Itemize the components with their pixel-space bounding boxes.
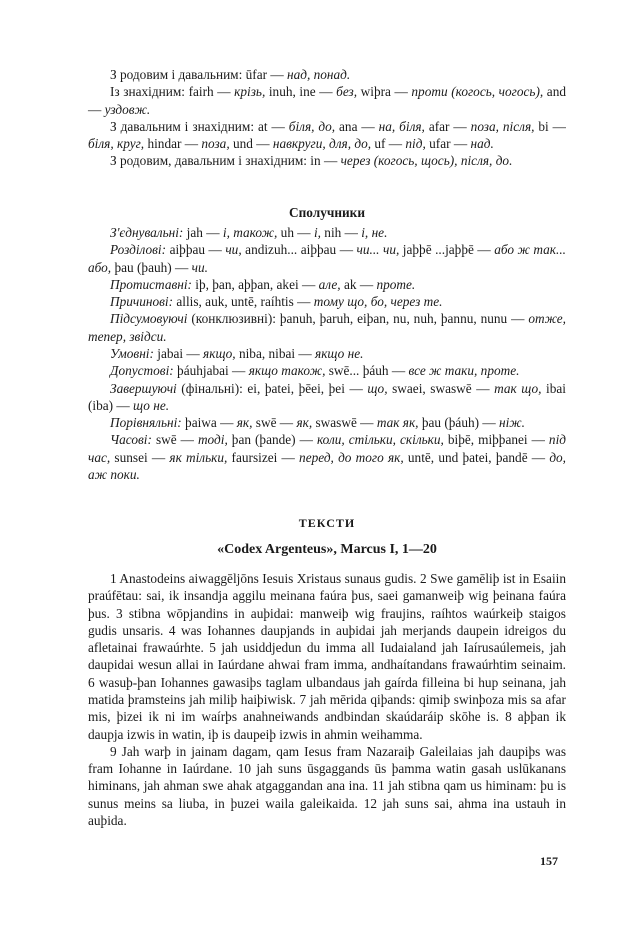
italic-run: біля, круг,: [88, 136, 145, 152]
entry-paragraph: [88, 83, 566, 118]
entry-paragraph: [88, 224, 566, 241]
italic-run: Часові:: [110, 432, 152, 448]
italic-run: Підсумовуючі: [110, 311, 188, 327]
italic-run: поза,: [201, 136, 230, 152]
text-run: uh —: [277, 225, 314, 240]
gothic-text-block: [88, 570, 566, 829]
italic-run: якщо не.: [315, 345, 364, 361]
text-run: þau (þauh) —: [111, 259, 192, 275]
text-run: З давальним і знахідним: at —: [110, 118, 289, 134]
text-run: swē —: [151, 432, 198, 448]
text-run: aiþþau —: [166, 242, 226, 258]
italic-run: проте.: [376, 276, 416, 292]
entry-paragraph: [88, 293, 566, 310]
text-run: jah —: [183, 225, 223, 240]
entry-paragraph: [88, 380, 566, 415]
italic-run: чи... чи,: [356, 242, 400, 258]
italic-run: без,: [336, 84, 358, 100]
italic-run: так як,: [376, 415, 419, 431]
text-run: swē —: [252, 415, 297, 431]
text-run: þaiwa —: [181, 415, 237, 431]
italic-run: що не.: [133, 397, 170, 413]
italic-run: так що,: [494, 380, 542, 396]
text-run: uf —: [371, 136, 406, 152]
text-run: niba, nibai —: [235, 345, 316, 361]
italic-run: що,: [367, 380, 388, 396]
text-run: þau (þáuh) —: [418, 415, 499, 431]
italic-run: крізь,: [234, 84, 266, 100]
italic-run: або ж так... або,: [88, 242, 567, 275]
text-run: wiþra —: [357, 84, 412, 100]
italic-run: Умовні:: [110, 345, 154, 361]
italic-run: як,: [236, 415, 253, 431]
italic-run: якщо,: [203, 345, 236, 361]
entry-paragraph: [88, 66, 566, 83]
text-run: faursizei —: [227, 449, 300, 465]
italic-run: Завершуючі: [110, 380, 177, 396]
entry-paragraph: [88, 345, 566, 362]
entry-paragraph: [88, 118, 566, 153]
text-run: afar —: [424, 118, 471, 134]
text-run: З родовим і давальним: ūfar —: [110, 67, 287, 82]
entry-paragraph: [88, 276, 566, 293]
italic-run: все ж таки, проте.: [408, 363, 520, 379]
text-run: þáuhjabai —: [173, 363, 249, 379]
italic-run: над, понад.: [286, 67, 351, 82]
italic-run: тому що, бо, через те.: [313, 294, 443, 310]
entry-paragraph: [88, 241, 566, 276]
text-run: untē, und þatei, þandē —: [403, 449, 550, 465]
text-run: jabai —: [153, 345, 204, 361]
italic-run: як,: [296, 415, 313, 431]
italic-run: позa, після,: [470, 118, 535, 134]
italic-run: чи,: [225, 242, 242, 258]
italic-run: і,: [313, 225, 321, 240]
codex-heading: «Codex Argenteus», Marcus I, 1—20: [217, 542, 437, 557]
text-run: (конклюзивні): þanuh, þaruh, eiþan, nu, nuh, þannu, nunu —: [187, 311, 529, 327]
text-run: iþ, þan, aþþan, akei —: [191, 276, 319, 292]
italic-run: Розділові:: [110, 242, 167, 258]
italic-run: до, аж поки.: [88, 449, 567, 482]
text-run: biþē, miþþanei —: [443, 432, 549, 448]
entry-paragraph: [88, 310, 566, 345]
text-run: þan (þande) —: [227, 432, 317, 448]
italic-run: коли, стільки, скільки,: [316, 432, 444, 448]
text-run: swē... þáuh —: [325, 363, 409, 379]
text-run: nih —: [320, 225, 362, 240]
italic-run: але,: [318, 276, 341, 292]
text-run: allis, auk, untē, raíhtis —: [173, 294, 314, 310]
text-run: swaswē —: [312, 415, 377, 431]
text-run: andizuh... aiþþau —: [241, 242, 357, 258]
entry-paragraph: [88, 431, 566, 483]
entry-paragraph: [88, 362, 566, 379]
italic-run: Причинові:: [110, 294, 174, 310]
italic-run: навкруги, для, до,: [272, 136, 372, 152]
italic-run: як тільки,: [169, 449, 228, 465]
conjunctions-block: [88, 224, 566, 483]
italic-run: Протиставні:: [110, 276, 192, 292]
italic-run: під час,: [88, 432, 566, 465]
text-run: sunsei —: [110, 449, 170, 465]
italic-run: проти (когось, чогось),: [411, 84, 544, 100]
text-run: jaþþē ...jaþþē —: [399, 242, 495, 258]
texts-heading: ТЕКСТИ: [298, 516, 356, 530]
italic-run: і, також,: [222, 225, 278, 240]
text-run: swaei, swaswē —: [387, 380, 495, 396]
italic-run: Порівняльні:: [110, 415, 182, 431]
text-run: hindar —: [144, 136, 202, 152]
text-run: ibai (iba) —: [88, 380, 566, 413]
italic-run: біля, до,: [288, 118, 336, 134]
italic-run: перед, до того як,: [299, 449, 404, 465]
prepositions-block: [88, 66, 566, 170]
text-run: und —: [229, 136, 273, 152]
italic-run: через (когось, щось), після, до.: [340, 153, 513, 169]
text-run: (фінальні): ei, þatei, þēei, þei —: [176, 380, 368, 396]
italic-run: уздовж.: [104, 101, 151, 117]
italic-run: ніж.: [499, 415, 525, 431]
italic-run: якщо також,: [248, 363, 326, 379]
text-run: ana —: [335, 118, 379, 134]
italic-run: отже, тепер, звідси.: [88, 311, 566, 344]
gothic-paragraph: 9 Jah warþ in jainam dagam, qam Iesus fram Nazaraiþ Galeilaias jah daupiþs was fram Iohanne in Iaúrdane. 10 jah suns ūsgaggands ūs þamma watin gasah uslūkanans himinans, jah ahman swe ahak atgaggandan ana ina. 11 jah stibna qam us himinam: þu is sunus meins sa liuba, in þuzei waila galeikaida. 12 jah suns sai, ahma ina ustauh in auþida.: [88, 743, 566, 828]
italic-run: тоді,: [197, 432, 228, 448]
text-run: ufar —: [425, 136, 471, 152]
conjunctions-heading: Сполучники: [289, 205, 365, 220]
italic-run: і, не.: [361, 225, 388, 240]
text-run: ak —: [340, 276, 377, 292]
text-run: inuh, ine —: [265, 84, 337, 100]
italic-run: З'єднувальні:: [110, 225, 184, 240]
italic-run: Допустові:: [110, 363, 174, 379]
text-run: bi —: [534, 118, 566, 134]
italic-run: над.: [470, 136, 494, 152]
text-run: and —: [88, 84, 567, 117]
italic-run: на, біля,: [378, 118, 425, 134]
text-run: З родовим, давальним і знахідним: in —: [110, 153, 341, 169]
text-run: Із знахідним: fairh —: [110, 84, 235, 100]
italic-run: під,: [405, 136, 426, 152]
entry-paragraph: [88, 152, 566, 169]
italic-run: чи.: [191, 259, 208, 275]
gothic-paragraph: 1 Anastodeins aiwaggēljōns Iesuis Xristaus sunaus gudis. 2 Swe gamēliþ ist in Esaiin praúfētau: sai, ik insandja aggilu meinana faúra þus, saei gamanweiþ wig þeinana faúra þus. 3 stibna wōpjandins in auþidai: manweiþ wig fraujins, raíhtos waúrkeiþ staigos gudis unsaris. 4 was Iohannes daupjands in auþidai jah merjands daupein idreigos du afletainai frawaúrhte. 5 jah usiddjedun du imma all Iudaialand jah Iaírusaúlemeis, jah daupidai wesun allai in Iaúrdane ahwai fram imma, andhaítandans frawaúrhtim seinaim. 6 wasuþ-þan Iohannes gawasiþs taglam ulbandaus jah gaírda filleina bi hup seinana, jah matida þramsteins jah miliþ haiþiwisk. 7 jah mērida qiþands: qimiþ swinþoza mis sa afar mis, þizei ik ni im waírþs anahneiwands andbindan skaúdaráip skōhe is. 8 aþþan ik daupja izwis in watin, iþ is daupeiþ izwis in ahmin weihamma.: [88, 571, 566, 742]
page-number: 157: [540, 854, 558, 868]
entry-paragraph: [88, 414, 566, 431]
